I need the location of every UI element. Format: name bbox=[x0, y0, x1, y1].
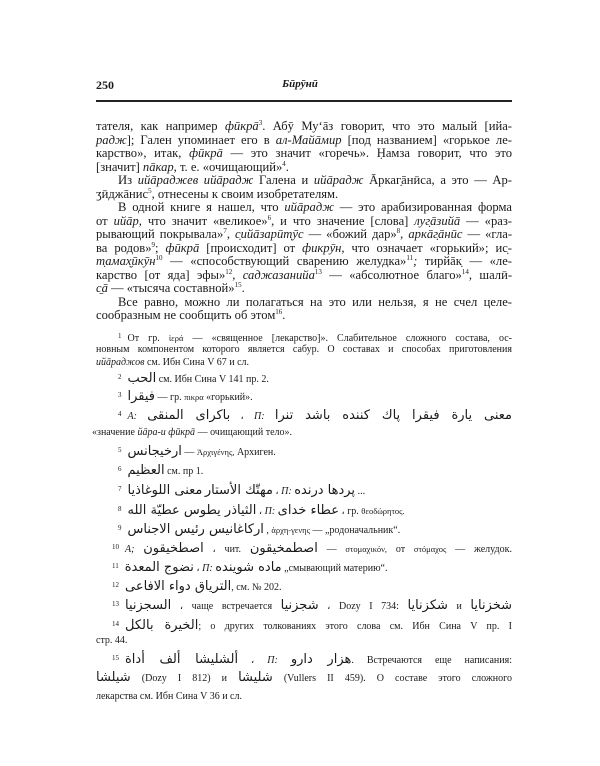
footnote-1: $^1$ От гр. ἱερά — «священное [лекарство]». Слабительное сложного состава, ос- bbox=[118, 332, 513, 344]
term: ийāр, bbox=[113, 213, 142, 228]
footnote-ref: 11 bbox=[406, 254, 414, 262]
term: с̣ийāзарӣт̣ӯс bbox=[234, 227, 304, 241]
footnote-6: $^6$ العظيم см. пр 1. bbox=[118, 463, 204, 478]
text: . bbox=[285, 159, 289, 174]
footnote-14: $^{14}$ الخيرة بالكل; о других толкованиях этого слова см. Ибн Сина V пр. I bbox=[112, 618, 512, 633]
footnote-ref: 3 bbox=[258, 119, 263, 127]
text: рывающий покрывала» bbox=[96, 227, 224, 241]
body-line bbox=[96, 119, 512, 133]
footnote-4: $^4$ A: باكراى المنقى ، П: معنى يارة فيقرا پاك كننده باشد تنرا bbox=[118, 408, 512, 423]
footnote-ref: 15 bbox=[234, 281, 242, 289]
footnote-5: $^5$ ارخيجانس — Ἀρχιγένης, Архиген. bbox=[118, 444, 276, 459]
text: Из bbox=[118, 173, 138, 187]
body-line bbox=[96, 227, 512, 241]
text: тателя, как например bbox=[96, 119, 225, 133]
text: — «тысяча составной» bbox=[107, 281, 235, 295]
text: шалӣ- bbox=[479, 267, 513, 282]
footnote-ref: 4 bbox=[282, 159, 286, 168]
text: — «способствующий сварению желудка» bbox=[162, 254, 407, 268]
term: ; bbox=[413, 254, 425, 268]
text: что значит «великое» bbox=[141, 213, 268, 228]
text: В одной книге я нашел, что bbox=[118, 200, 285, 214]
running-title: Бӣрӯнӣ bbox=[282, 78, 318, 90]
term: фӣкрā bbox=[189, 146, 223, 160]
footnote-ref: 8 bbox=[396, 227, 401, 235]
text: тирйāк̣ bbox=[424, 254, 462, 268]
page-number: 250 bbox=[96, 78, 114, 92]
text: карство», итак, bbox=[96, 146, 190, 160]
footnote-13: $^{13}$ السجزنيا ، чаще встречается شجزنيا ، Dozy I 734: شكزنايا и شخزنايا bbox=[112, 598, 513, 613]
text: от bbox=[96, 213, 114, 228]
text: [происходит] от bbox=[199, 240, 303, 255]
footnote-ref: 10 bbox=[155, 254, 163, 262]
body-line bbox=[96, 133, 512, 147]
text: . bbox=[241, 281, 245, 295]
text: Галена и bbox=[253, 173, 314, 187]
term: с̱ā bbox=[96, 281, 108, 295]
footnote-2: $^2$ الحب см. Ибн Сина V 141 пр. 2. bbox=[118, 371, 269, 386]
body-line bbox=[118, 295, 512, 309]
text: — «гла- bbox=[462, 227, 513, 241]
text: ]; Гален упоминает его в bbox=[126, 132, 276, 147]
footnote-ref: 6 bbox=[267, 213, 272, 222]
footnote-3: $^3$ فيقرا — гр. πικρα «горький». bbox=[118, 389, 253, 404]
footnote-ref: 16 bbox=[275, 308, 283, 316]
text: [значит] bbox=[96, 159, 143, 174]
body-line bbox=[96, 268, 512, 282]
text: . bbox=[282, 308, 286, 322]
text: — «раз- bbox=[460, 213, 512, 228]
text: — это значит «горечь». Ḥамза говорит, что это bbox=[222, 146, 513, 160]
footnote-9: $^9$ اركاغانيس رئيس الاجناس , ἀρχη-γενης — „родоначальник“. bbox=[118, 522, 401, 537]
footnote-ref: 14 bbox=[461, 267, 469, 276]
footnote-ref: 7 bbox=[223, 227, 227, 235]
text: т. е. «очищающий» bbox=[176, 159, 283, 174]
footnote-12: $^{12}$ الترياق دواء الافاعى, см. № 202. bbox=[112, 579, 282, 594]
term: ийāрадж bbox=[284, 200, 334, 214]
text: [под названием] «горькое ле- bbox=[341, 132, 512, 147]
text: . Абӯ Му‘āз говорит, что это малый [ bbox=[262, 119, 489, 133]
text: ис̣- bbox=[495, 240, 512, 255]
text: карство [от яда] эфы» bbox=[96, 267, 226, 282]
text: Āркаг̣āнӣса, а это — Ар- bbox=[363, 173, 512, 187]
text: — «ле- bbox=[461, 254, 512, 268]
text: ва родов» bbox=[96, 240, 152, 255]
text: ӡӣджāнис bbox=[96, 186, 149, 201]
body-line bbox=[96, 160, 512, 174]
term: аркāг̣āнӣс bbox=[408, 227, 463, 241]
term: фӣкрā bbox=[224, 119, 259, 133]
text: ; bbox=[155, 240, 166, 255]
term: ийāраджев ийāрадж bbox=[137, 173, 254, 187]
term: саджазанийа bbox=[242, 267, 315, 282]
text: — «божий дар» bbox=[303, 227, 397, 241]
text: , bbox=[232, 267, 243, 282]
body-line bbox=[96, 146, 512, 160]
text: Все равно, можно ли полагаться на это или нельзя, я не счел целе- bbox=[118, 294, 512, 309]
term: ал-Майāмир bbox=[275, 132, 342, 147]
term: , bbox=[468, 267, 480, 282]
body-line bbox=[96, 241, 512, 255]
body-line bbox=[96, 214, 512, 228]
text: , bbox=[400, 227, 409, 241]
header-rule bbox=[96, 100, 512, 102]
footnote-8: $^8$ الثياذر يطوس عطيّة الله ، П: عطاء خداى ، гр. θεοδώρητος. bbox=[118, 503, 405, 518]
footnote-ref: 12 bbox=[225, 267, 233, 276]
text: что означает «горький»; bbox=[344, 240, 496, 255]
term: радж bbox=[96, 132, 127, 147]
body-line bbox=[118, 200, 512, 214]
term: пāкар, bbox=[142, 159, 177, 174]
text: сообразным не сообщить об этом bbox=[96, 308, 276, 322]
text: , bbox=[226, 227, 235, 241]
text: , и что значение [слова] bbox=[271, 213, 415, 228]
term: фӣкрā bbox=[165, 240, 200, 255]
text: ийа- bbox=[488, 119, 512, 133]
body-line bbox=[96, 281, 512, 295]
footnote-7: $^7$ مهتّك الأستار معنى اللوغاذيا ، П: پردها درنده ... bbox=[118, 483, 366, 498]
term: т̣амах̮ӣкӯн bbox=[96, 254, 156, 268]
term: фикрӯн, bbox=[302, 240, 345, 255]
body-line bbox=[96, 308, 512, 322]
footnote-ref: 13 bbox=[314, 267, 322, 276]
footnote-15: $^{15}$ ألشليشا ألف أداة ، П: هزار دارو. Встречаются еще написания: bbox=[112, 652, 512, 667]
body-line bbox=[118, 173, 512, 187]
footnote-11: $^{11}$ نضوج المعدة ، П: ماده شوينده „смывающий материю“. bbox=[112, 560, 388, 575]
term: ийāрадж bbox=[313, 173, 364, 187]
footnote-ref: 5 bbox=[148, 186, 152, 195]
text: , отнесены к своим изобретателям. bbox=[151, 186, 339, 201]
text: — «абсолютное благо» bbox=[321, 267, 462, 282]
body-line bbox=[96, 254, 512, 268]
footnote-ref: 9 bbox=[151, 240, 156, 249]
text: — это арабизированная форма bbox=[333, 200, 512, 214]
footnote-10: $^{10}$ A; اصطخيقون ، чит. اصطمخيقون — στομαχικόν, от στόμαχος — желудок. bbox=[112, 541, 512, 556]
body-line bbox=[96, 187, 512, 201]
term: луг̣āзийā bbox=[414, 213, 461, 228]
